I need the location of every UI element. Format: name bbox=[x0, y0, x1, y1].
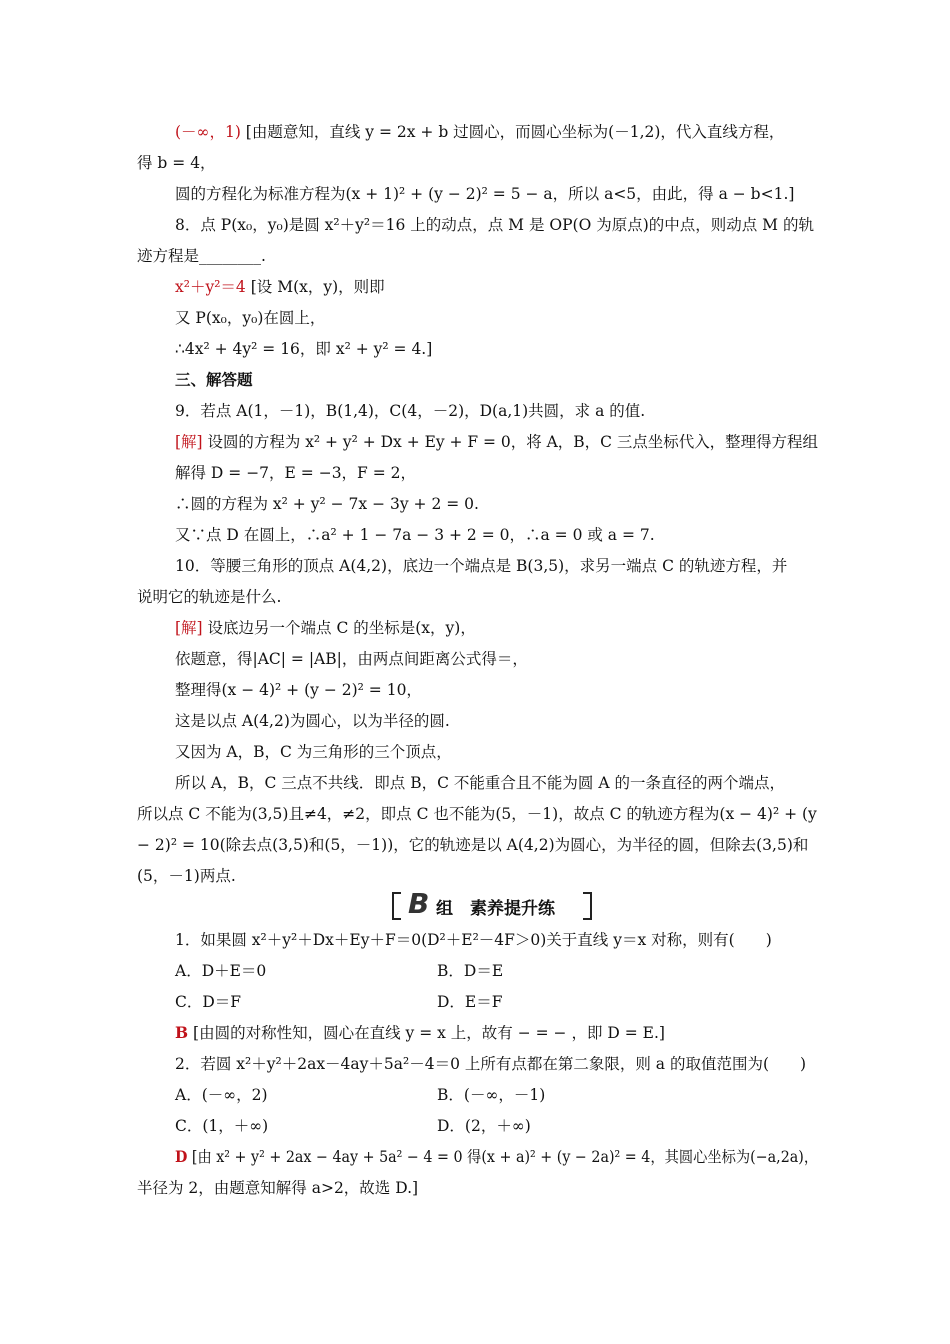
solution-line bbox=[175, 432, 818, 452]
solution-text: 设底边另一个端点 C 的坐标是(x，y)， bbox=[202, 619, 476, 637]
text-line: 这是以点 A(4,2)为圆心，以为半径的圆. bbox=[175, 712, 450, 730]
option-b: B．(－∞，－1) bbox=[437, 1086, 546, 1104]
text-line: 圆的方程化为标准方程为(x + 1)² + (y − 2)² = 5 − a，所以 a<5，由此，得 a − b<1.] bbox=[175, 185, 795, 203]
options-row bbox=[175, 1116, 531, 1136]
text-line: 又 P(x₀，y₀)在圆上， bbox=[175, 309, 326, 327]
text-line: ∴圆的方程为 x² + y² − 7x − 3y + 2 = 0. bbox=[175, 495, 479, 513]
option-c: C．D＝F bbox=[175, 993, 242, 1011]
question-10-cont: 说明它的轨迹是什么. bbox=[137, 588, 282, 606]
option-b: B．D＝E bbox=[437, 962, 504, 980]
solution-tag: [解] bbox=[175, 619, 203, 637]
options-row bbox=[175, 961, 504, 981]
explanation-text: [由 x² + y² + 2ax − 4ay + 5a² − 4 = 0 得(x + a)² + (y − 2a)² = 4，其圆心坐标为(−a,2a)， bbox=[187, 1148, 819, 1166]
question-b2: 2．若圆 x²＋y²＋2ax－4ay＋5a²－4＝0 上所有点都在第二象限，则 a 的取值范围为( ) bbox=[175, 1055, 807, 1073]
answer-line-b1 bbox=[175, 1023, 665, 1043]
answer-line-8 bbox=[175, 277, 385, 297]
explanation-text: [由题意知，直线 y = 2x + b 过圆心，而圆心坐标为(－1,2)，代入直线方程， bbox=[240, 123, 785, 141]
option-a: A．(－∞，2) bbox=[175, 1086, 268, 1104]
text-line: 又因为 A，B，C 为三角形的三个顶点， bbox=[175, 743, 452, 761]
text-line: 解得 D = −7，E = −3，F = 2， bbox=[175, 464, 417, 482]
solution-text: 设圆的方程为 x² + y² + Dx + Ey + F = 0，将 A，B，C 三点坐标代入，整理得方程组 bbox=[202, 433, 818, 451]
question-8: 8．点 P(x₀，y₀)是圆 x²＋y²＝16 上的动点，点 M 是 OP(O 为原点)的中点，则动点 M 的轨 bbox=[175, 216, 814, 234]
text-line: (5，－1)两点. bbox=[137, 867, 236, 885]
text-line: 半径为 2，由题意知解得 a>2，故选 D.] bbox=[137, 1179, 419, 1197]
text-line: ∴4x² + 4y² = 16，即 x² + y² = 4.] bbox=[175, 340, 433, 358]
right-bracket bbox=[583, 892, 592, 920]
solution-line bbox=[175, 618, 476, 638]
explanation-text: [由圆的对称性知，圆心在直线 y = x 上，故有 − = − ，即 D = E.] bbox=[188, 1024, 665, 1042]
solution-tag: [解] bbox=[175, 433, 203, 451]
question-10: 10．等腰三角形的顶点 A(4,2)，底边一个端点是 B(3,5)，求另一端点 C 的轨迹方程，并 bbox=[175, 557, 788, 575]
text-line: 又∵点 D 在圆上，∴a² + 1 − 7a − 3 + 2 = 0，∴a = 0 或 a = 7. bbox=[175, 526, 655, 544]
text-line: 所以 A，B，C 三点不共线．即点 B，C 不能重合且不能为圆 A 的一条直径的两个端点， bbox=[175, 774, 785, 792]
answer-line-b2 bbox=[175, 1147, 818, 1167]
options-row bbox=[175, 1085, 546, 1105]
answer-line-7 bbox=[175, 122, 784, 142]
question-8-cont: 迹方程是________. bbox=[137, 247, 266, 265]
text-line: 所以点 C 不能为(3,5)且≠4，≠2，即点 C 也不能为(5，－1)，故点 C 的轨迹方程为(x − 4)² + (y bbox=[137, 805, 817, 823]
text-line: − 2)² = 10(除去点(3,5)和(5，－1))，它的轨迹是以 A(4,2)为圆心，为半径的圆，但除去(3,5)和 bbox=[137, 836, 809, 854]
option-c: C．(1，＋∞) bbox=[175, 1117, 269, 1135]
section-title: 组 素养提升练 bbox=[436, 899, 555, 919]
explanation-text: [设 M(x，y)，则即 bbox=[245, 278, 385, 296]
text-line: 依题意，得|AC| = |AB|，由两点间距离公式得＝， bbox=[175, 650, 528, 668]
option-d: D．E＝F bbox=[437, 993, 503, 1011]
group-letter: B bbox=[408, 887, 430, 920]
left-bracket bbox=[392, 892, 401, 920]
section-b-header bbox=[392, 886, 592, 922]
answer-value: D bbox=[175, 1147, 188, 1166]
text-line: 整理得(x − 4)² + (y − 2)² = 10， bbox=[175, 681, 422, 699]
question-9: 9．若点 A(1，－1)，B(1,4)，C(4，－2)，D(a,1)共圆，求 a 的值. bbox=[175, 402, 646, 420]
option-d: D．(2，＋∞) bbox=[437, 1117, 531, 1135]
question-b1: 1．如果圆 x²＋y²＋Dx＋Ey＋F＝0(D²＋E²－4F＞0)关于直线 y＝x 对称，则有( ) bbox=[175, 931, 772, 949]
options-row bbox=[175, 992, 503, 1012]
text-line: 得 b = 4， bbox=[137, 154, 216, 172]
option-a: A．D＋E＝0 bbox=[175, 962, 267, 980]
section-heading: 三、解答题 bbox=[175, 370, 253, 389]
answer-value: x²＋y²＝4 bbox=[175, 278, 246, 296]
answer-value: (－∞，1) bbox=[175, 123, 241, 141]
answer-value: B bbox=[175, 1023, 189, 1042]
